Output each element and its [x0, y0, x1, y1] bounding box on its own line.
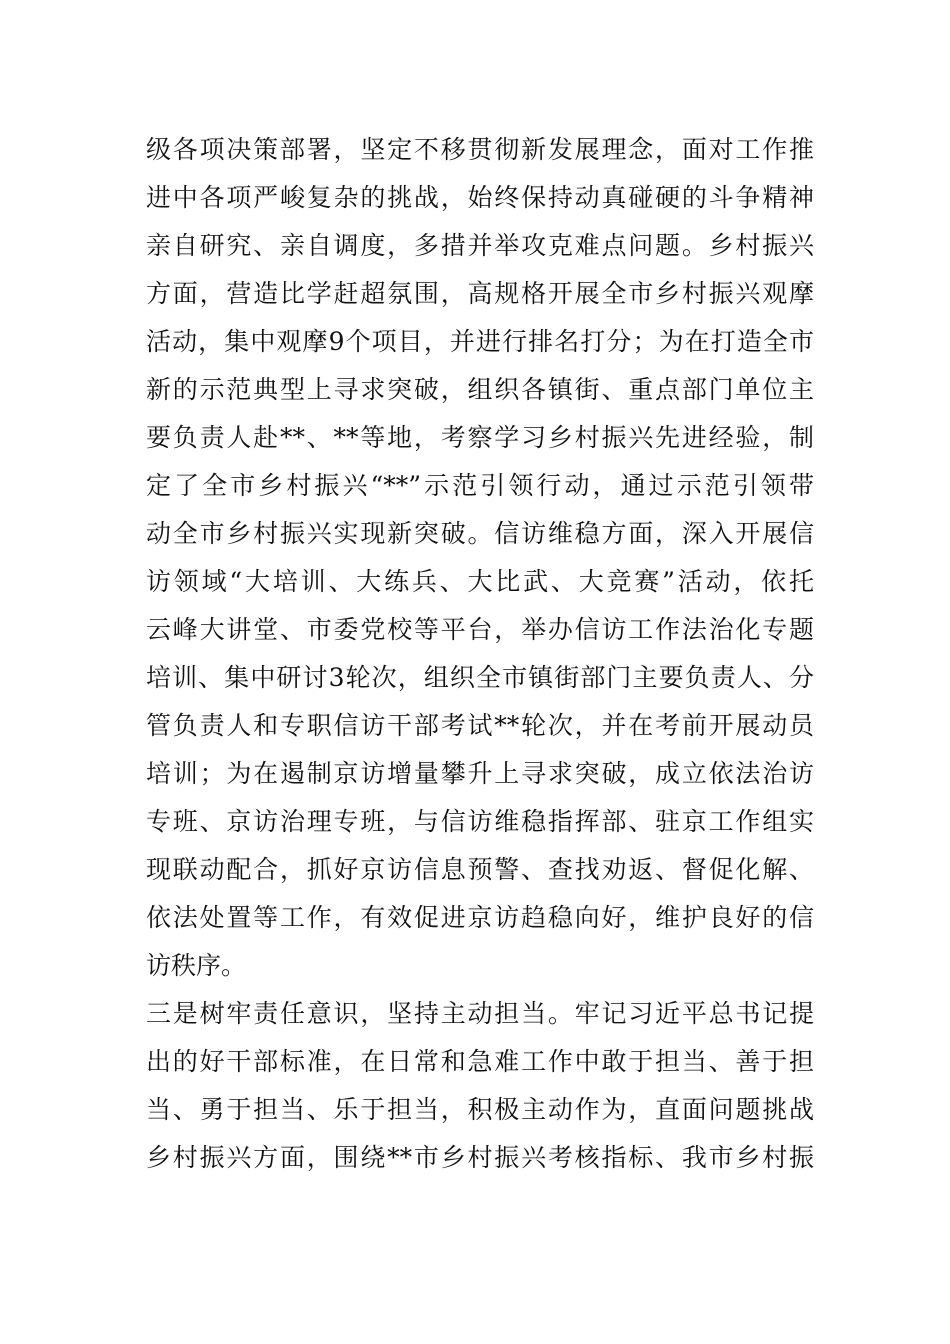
- text-line: 培训、集中研讨3轮次，组织全市镇街部门主要负责人、分: [146, 663, 814, 692]
- text-line: 出的好干部标准，在日常和急难工作中敢于担当、善于担: [146, 1047, 814, 1076]
- text-line: 乡村振兴方面，围绕**市乡村振兴考核指标、我市乡村振: [146, 1143, 814, 1172]
- text-line: 当、勇于担当、乐于担当，积极主动作为，直面问题挑战: [146, 1095, 814, 1124]
- text-line: 定了全市乡村振兴“**”示范引领行动，通过示范引领带: [146, 471, 814, 500]
- text-line: 三是树牢责任意识，坚持主动担当。牢记习近平总书记提: [146, 999, 814, 1028]
- text-line: 访秩序。: [146, 951, 247, 980]
- text-line: 专班、京访治理专班，与信访维稳指挥部、驻京工作组实: [146, 807, 814, 836]
- text-line: 管负责人和专职信访干部考试**轮次，并在考前开展动员: [146, 711, 814, 740]
- text-line: 亲自研究、亲自调度，多措并举攻克难点问题。乡村振兴: [146, 231, 814, 260]
- text-line: 访领域“大培训、大练兵、大比武、大竞赛”活动，依托: [146, 567, 814, 596]
- text-line: 依法处置等工作，有效促进京访趋稳向好，维护良好的信: [146, 903, 814, 932]
- text-line: 动全市乡村振兴实现新突破。信访维稳方面，深入开展信: [146, 519, 814, 548]
- text-line: 新的示范典型上寻求突破，组织各镇街、重点部门单位主: [146, 375, 814, 404]
- text-line: 活动，集中观摩9个项目，并进行排名打分；为在打造全市: [146, 327, 814, 356]
- body-text: [146, 126, 814, 1182]
- text-line: 要负责人赴**、**等地，考察学习乡村振兴先进经验，制: [146, 423, 814, 452]
- text-line: 进中各项严峻复杂的挑战，始终保持动真碰硬的斗争精神: [146, 183, 814, 212]
- text-line: 云峰大讲堂、市委党校等平台，举办信访工作法治化专题: [146, 615, 814, 644]
- text-line: 现联动配合，抓好京访信息预警、查找劝返、督促化解、: [146, 855, 814, 884]
- text-line: 级各项决策部署，坚定不移贯彻新发展理念，面对工作推: [146, 135, 814, 164]
- text-line: 培训；为在遏制京访增量攀升上寻求突破，成立依法治访: [146, 759, 814, 788]
- text-line: 方面，营造比学赶超氛围，高规格开展全市乡村振兴观摩: [146, 279, 814, 308]
